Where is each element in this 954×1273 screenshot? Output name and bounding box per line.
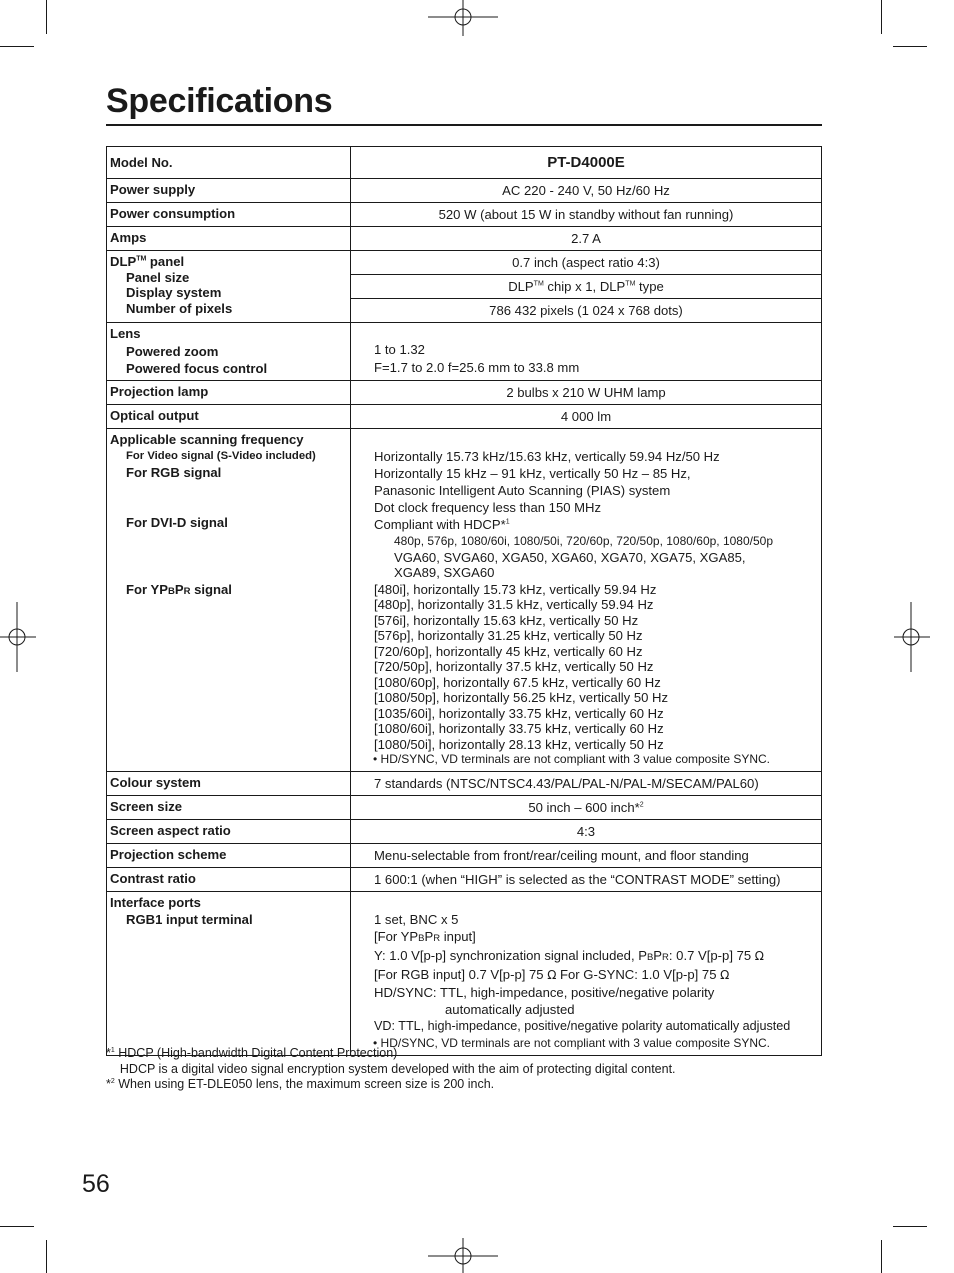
powered-zoom-value: 1 to 1.32 <box>374 342 425 357</box>
video-signal-value: Horizontally 15.73 kHz/15.63 kHz, vertically 59.94 Hz/50 Hz <box>374 448 720 464</box>
ypbpr-value: [576i], horizontally 15.63 kHz, vertically 50 Hz <box>374 612 639 628</box>
trademark-sup: TM <box>625 280 636 288</box>
display-system-label: Display system <box>126 285 222 300</box>
dvi-signal-value-4: XGA89, SXGA60 <box>394 565 495 580</box>
footnote-2-sup: 2 <box>639 801 644 809</box>
ohm-symbol: Ω <box>754 948 764 963</box>
sync-note: • HD/SYNC, VD terminals are not compliant with 3 value composite SYNC. <box>373 752 771 766</box>
hd-sync-value-2: automatically adjusted <box>445 1001 575 1017</box>
ypbpr-value: [480p], horizontally 31.5 kHz, vertically 59.94 Hz <box>374 597 654 612</box>
colour-system-value: 7 standards (NTSC/NTSC4.43/PAL/PAL-N/PAL-M/SECAM/PAL60) <box>351 771 822 795</box>
table-row <box>107 819 822 843</box>
trademark-sup: TM <box>533 280 544 288</box>
table-row <box>107 203 822 227</box>
footnote-1-text: HDCP (High-bandwidth Digital Content Protection) <box>114 1046 398 1060</box>
ypbpr-value: [720/60p], horizontally 45 kHz, vertically 60 Hz <box>374 643 643 659</box>
footnote-sup: 2 <box>110 1077 115 1085</box>
footnote-1-sup: 1 <box>505 518 510 526</box>
b-sub: B <box>418 932 425 944</box>
dvi-signal-value-1 <box>374 516 817 533</box>
rgb1-value-3 <box>374 947 817 966</box>
power-supply-label: Power supply <box>107 179 351 203</box>
scanning-label <box>107 428 351 771</box>
dvi-signal-value-3: VGA60, SVGA60, XGA50, XGA60, XGA70, XGA75, XGA85, <box>394 549 746 565</box>
projection-scheme-label: Projection scheme <box>107 843 351 867</box>
table-row <box>107 795 822 819</box>
ypbpr-value: [1035/60i], horizontally 33.75 kHz, vertically 60 Hz <box>374 705 664 721</box>
ypbpr-value: [480i], horizontally 15.73 kHz, vertically 59.94 Hz <box>374 581 657 597</box>
ypbpr-y: For YP <box>126 581 168 597</box>
ohm-symbol: Ω <box>720 967 730 982</box>
rgb-signal-value-2: Panasonic Intelligent Auto Scanning (PIAS) system <box>374 482 671 498</box>
projection-scheme-value: Menu-selectable from front/rear/ceiling mount, and floor standing <box>351 843 822 867</box>
hd-sync-value: HD/SYNC: TTL, high-impedance, positive/negative polarity <box>374 984 715 1000</box>
scanning-title: Applicable scanning frequency <box>110 431 304 447</box>
panel-label-text: panel <box>146 254 185 269</box>
video-signal-label: For Video signal (S-Video included) <box>126 450 316 462</box>
panel-size-value: 0.7 inch (aspect ratio 4:3) <box>351 251 822 275</box>
rgb-signal-label: For RGB signal <box>126 464 222 480</box>
specifications-table <box>106 146 822 1056</box>
table-row <box>107 843 822 867</box>
dvi-signal-label: For DVI-D signal <box>126 515 228 530</box>
registration-mark-bottom <box>428 1238 498 1273</box>
colour-system-label: Colour system <box>107 771 351 795</box>
projection-lamp-value: 2 bulbs x 210 W UHM lamp <box>351 380 822 404</box>
screen-size-label: Screen size <box>107 795 351 819</box>
model-label: Model No. <box>107 147 351 179</box>
amps-value: 2.7 A <box>351 227 822 251</box>
g-sync-text: For G-SYNC: 1.0 V[p-p] 75 <box>556 966 721 982</box>
b-sub: B <box>646 951 654 963</box>
y-sync-text: Y: 1.0 V[p-p] synchronization signal included, P <box>374 947 647 963</box>
ypbpr-p: P <box>174 581 184 597</box>
contrast-ratio-value: 1 600:1 (when “HIGH” is selected as the “CONTRAST MODE” setting) <box>351 867 822 891</box>
dlp-panel-label <box>107 251 351 323</box>
interface-label <box>107 891 351 1055</box>
interface-title: Interface ports <box>110 894 201 910</box>
footnote-2-text: When using ET-DLE050 lens, the maximum screen size is 200 inch. <box>114 1077 495 1091</box>
footnote-sup: 1 <box>110 1046 115 1054</box>
dvi-signal-value-2: 480p, 576p, 1080/60i, 1080/50i, 720/60p, 720/50p, 1080/60p, 1080/50p <box>394 533 774 548</box>
lens-title: Lens <box>110 326 141 341</box>
table-row <box>107 428 822 771</box>
table-row <box>107 404 822 428</box>
panel-size-label: Panel size <box>126 269 190 285</box>
rgb1-value-2 <box>374 928 817 947</box>
screen-aspect-label: Screen aspect ratio <box>107 819 351 843</box>
rgb-signal-value-3: Dot clock frequency less than 150 MHz <box>374 499 602 515</box>
amps-label: Amps <box>107 227 351 251</box>
power-consumption-label: Power consumption <box>107 203 351 227</box>
rgb1-value-1: 1 set, BNC x 5 <box>374 911 459 927</box>
ohm-symbol: Ω <box>547 967 557 982</box>
hdcp-text: Compliant with HDCP* <box>374 516 506 532</box>
page-title: Specifications <box>106 82 333 120</box>
registration-mark-top <box>428 0 498 36</box>
dlp-text: DLP <box>508 279 534 294</box>
rgb1-input-label: RGB1 input terminal <box>126 912 253 927</box>
ypbpr-value: [576p], horizontally 31.25 kHz, vertically 50 Hz <box>374 628 643 643</box>
type-text: type <box>635 279 664 294</box>
interface-value <box>351 891 822 1055</box>
ypbpr-value: [1080/50p], horizontally 56.25 kHz, vertically 50 Hz <box>374 690 669 705</box>
contrast-ratio-label: Contrast ratio <box>107 867 351 891</box>
table-row <box>107 147 822 179</box>
page-number: 56 <box>82 1170 110 1198</box>
footnote-1 <box>106 1046 397 1062</box>
footnote-2 <box>106 1077 494 1093</box>
vd-value: VD: TTL, high-impedance, positive/negative polarity automatically adjusted <box>374 1018 791 1033</box>
ypbpr-value: [1080/50i], horizontally 28.13 kHz, vertically 50 Hz <box>374 736 664 752</box>
table-row <box>107 179 822 203</box>
ypbpr-signal-label <box>110 582 347 600</box>
ypbpr-value: [1080/60i], horizontally 33.75 kHz, vertically 60 Hz <box>374 721 664 736</box>
registration-mark-left <box>0 602 36 672</box>
ypbpr-value: [720/50p], horizontally 37.5 kHz, vertically 50 Hz <box>374 659 654 674</box>
sync-note: • HD/SYNC, VD terminals are not compliant with 3 value composite SYNC. <box>373 1035 771 1050</box>
footnote-mark: * <box>106 1046 111 1060</box>
yp-text: [For YP <box>374 928 419 944</box>
table-row <box>107 891 822 1055</box>
display-system-value <box>351 275 822 299</box>
ypbpr-value: [1080/60p], horizontally 67.5 kHz, vertically 60 Hz <box>374 674 661 690</box>
table-row <box>107 227 822 251</box>
chip-text: chip x 1, DLP <box>543 279 626 294</box>
projection-lamp-label: Projection lamp <box>107 380 351 404</box>
table-row <box>107 380 822 404</box>
power-supply-value: AC 220 - 240 V, 50 Hz/60 Hz <box>351 179 822 203</box>
pbpr-level-text: : 0.7 V[p-p] 75 <box>668 947 755 963</box>
scanning-value <box>351 428 822 771</box>
footnote-1b: HDCP is a digital video signal encryption system developed with the aim of protecting digital content. <box>106 1062 676 1076</box>
screen-aspect-value: 4:3 <box>351 819 822 843</box>
rgb1-value-4 <box>374 966 817 984</box>
footnote-mark: * <box>106 1077 111 1091</box>
dlp-label-text: DLP <box>110 254 137 269</box>
rgb-input-text: [For RGB input] 0.7 V[p-p] 75 <box>374 966 548 982</box>
power-consumption-value: 520 W (about 15 W in standby without fan running) <box>351 203 822 227</box>
number-of-pixels-label: Number of pixels <box>126 300 233 316</box>
screen-size-text: 50 inch – 600 inch* <box>528 799 640 815</box>
table-row <box>107 771 822 795</box>
r-sub: R <box>433 932 441 944</box>
screen-size-value <box>351 795 822 819</box>
p-text: P <box>424 928 434 944</box>
ypbpr-signal: signal <box>190 581 232 597</box>
number-of-pixels-value: 786 432 pixels (1 024 x 768 dots) <box>351 299 822 323</box>
lens-label <box>107 323 351 381</box>
table-row <box>107 323 822 381</box>
title-rule <box>106 124 822 126</box>
ypbpr-r: R <box>183 585 191 597</box>
table-row <box>107 867 822 891</box>
registration-mark-right <box>894 602 930 672</box>
lens-value <box>351 323 822 381</box>
input-text: input] <box>440 928 476 944</box>
optical-output-value: 4 000 lm <box>351 404 822 428</box>
r-sub: R <box>662 951 669 963</box>
powered-zoom-label: Powered zoom <box>126 343 219 359</box>
table-row <box>107 251 822 275</box>
optical-output-label: Optical output <box>107 404 351 428</box>
powered-focus-label: Powered focus control <box>126 361 268 376</box>
p-text: P <box>653 947 663 963</box>
trademark-sup: TM <box>136 255 147 263</box>
powered-focus-value: F=1.7 to 2.0 f=25.6 mm to 33.8 mm <box>374 359 580 375</box>
rgb-signal-value-1: Horizontally 15 kHz – 91 kHz, vertically 50 Hz – 85 Hz, <box>374 465 691 481</box>
ypbpr-b: B <box>167 585 175 597</box>
model-value: PT-D4000E <box>351 147 822 179</box>
